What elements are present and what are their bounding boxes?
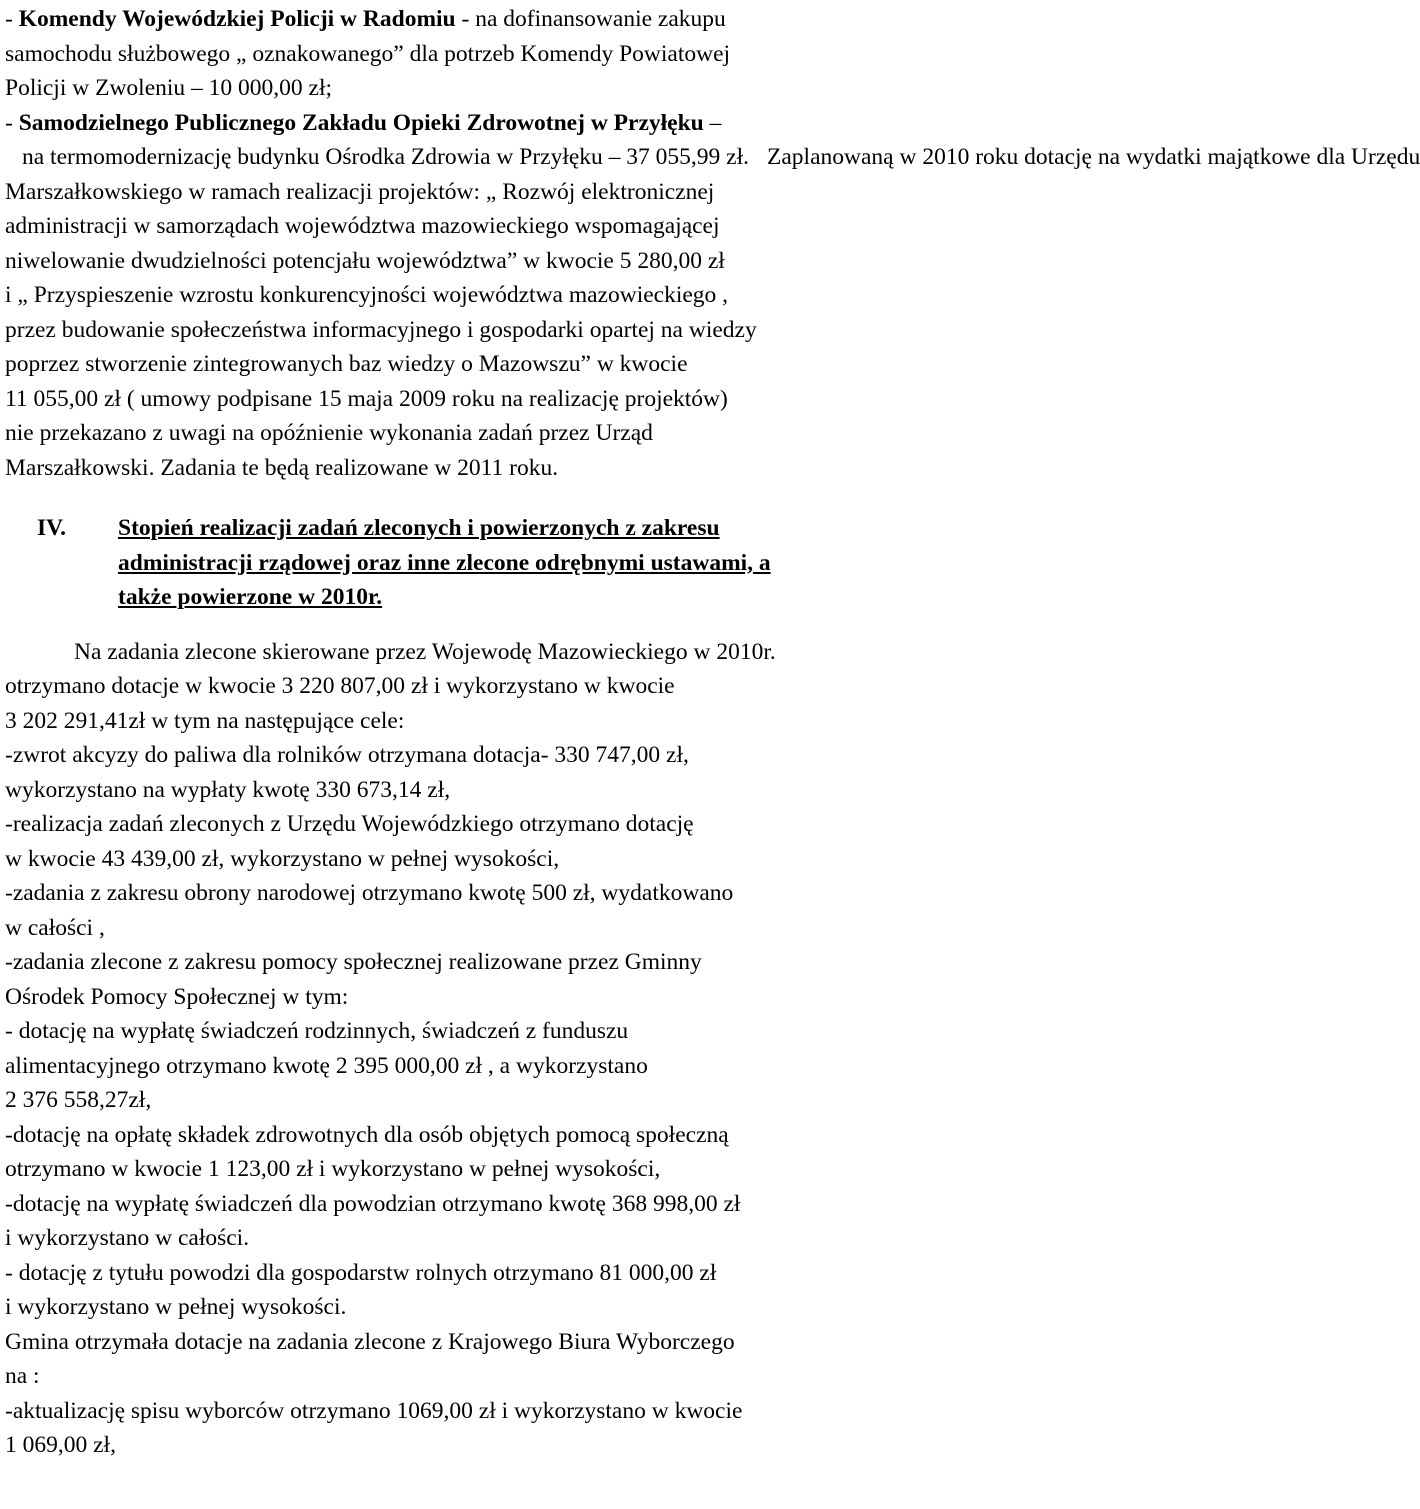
text-line: 3 202 291,41zł w tym na następujące cele: xyxy=(5,707,405,734)
text-line: niwelowanie dwudzielności potencjału województwa” w kwocie 5 280,00 zł xyxy=(5,247,725,274)
text-line: - dotację na wypłatę świadczeń rodzinnych, świadczeń z funduszu xyxy=(5,1018,629,1044)
text-line: -zadania zlecone z zakresu pomocy społecznej realizowane przez Gminny xyxy=(5,949,702,975)
text-line: - Samodzielnego Publicznego Zakładu Opieki Zdrowotnej w Przyłęku – xyxy=(5,109,722,136)
text-line: 1 069,00 zł, xyxy=(5,1432,116,1458)
section-title-line: także powierzone w 2010r. xyxy=(118,584,383,610)
text-line: Policji w Zwoleniu – 10 000,00 zł; xyxy=(5,75,333,101)
text-line: i wykorzystano w pełnej wysokości. xyxy=(5,1294,347,1320)
text-line: alimentacyjnego otrzymano kwotę 2 395 000,00 zł , a wykorzystano xyxy=(5,1052,648,1079)
text-line: wykorzystano na wypłaty kwotę 330 673,14 zł, xyxy=(5,776,451,803)
text-line: -dotację na wypłatę świadczeń dla powodzian otrzymano kwotę 368 998,00 zł xyxy=(5,1190,741,1217)
section-body xyxy=(5,635,955,1463)
text-line: i „ Przyspieszenie wzrostu konkurencyjności województwa mazowieckiego , xyxy=(5,282,729,308)
section-title-line: administracji rządowej oraz inne zlecone odrębnymi ustawami, a xyxy=(118,549,771,576)
section-title-line: Stopień realizacji zadań zleconych i powierzonych z zakresu xyxy=(118,515,720,541)
text-line: Marszałkowskiego w ramach realizacji projektów: „ Rozwój elektronicznej xyxy=(5,178,715,205)
section-heading xyxy=(5,511,955,615)
text-line: -realizacja zadań zleconych z Urzędu Wojewódzkiego otrzymano dotację xyxy=(5,811,694,837)
text-line: -zadania z zakresu obrony narodowej otrzymano kwotę 500 zł, wydatkowano xyxy=(5,880,734,906)
text-line: -aktualizację spisu wyborców otrzymano 1069,00 zł i wykorzystano w kwocie xyxy=(5,1397,743,1424)
text-line: administracji w samorządach województwa mazowieckiego wspomagającej xyxy=(5,213,720,239)
text-line: Marszałkowski. Zadania te będą realizowane w 2011 roku. xyxy=(5,454,559,481)
text-line: na termomodernizację budynku Ośrodka Zdrowia w Przyłęku – 37 055,99 zł. Zaplanowaną w 2010 roku dotację na wydatki majątkowe dla Urzędu xyxy=(22,144,1420,170)
text-line: otrzymano dotacje w kwocie 3 220 807,00 zł i wykorzystano w kwocie xyxy=(5,673,675,699)
text-line: -zwrot akcyzy do paliwa dla rolników otrzymana dotacja- 330 747,00 zł, xyxy=(5,742,689,768)
text-line: Ośrodek Pomocy Społecznej w tym: xyxy=(5,983,349,1010)
text-line: na : xyxy=(5,1363,40,1389)
text-line: Na zadania zlecone skierowane przez Wojewodę Mazowieckiego w 2010r. xyxy=(74,638,776,665)
text-line: Gmina otrzymała dotacje na zadania zlecone z Krajowego Biura Wyborczego xyxy=(5,1328,735,1355)
section-number: IV. xyxy=(37,515,66,541)
bold-institution-name: Samodzielnego Publicznego Zakładu Opieki Zdrowotnej w Przyłęku xyxy=(18,109,704,136)
text-line: 2 376 558,27zł, xyxy=(5,1087,152,1113)
text-line: 11 055,00 zł ( umowy podpisane 15 maja 2009 roku na realizację projektów) xyxy=(5,385,728,412)
text-line: - Komendy Wojewódzkiej Policji w Radomiu - na dofinansowanie zakupu xyxy=(5,6,726,32)
text-line: przez budowanie społeczeństwa informacyjnego i gospodarki opartej na wiedzy xyxy=(5,316,757,343)
text-line: i wykorzystano w całości. xyxy=(5,1225,250,1251)
text-line: - dotację z tytułu powodzi dla gospodarstw rolnych otrzymano 81 000,00 zł xyxy=(5,1259,717,1286)
text-line: w całości , xyxy=(5,914,105,941)
text-line: samochodu służbowego „ oznakowanego” dla potrzeb Komendy Powiatowej xyxy=(5,40,731,67)
text-line: poprzez stworzenie zintegrowanych baz wiedzy o Mazowszu” w kwocie xyxy=(5,351,688,377)
document-page xyxy=(5,2,1420,1463)
text-line: -dotację na opłatę składek zdrowotnych dla osób objętych pomocą społeczną xyxy=(5,1121,729,1148)
text-line: nie przekazano z uwagi na opóźnienie wykonania zadań przez Urząd xyxy=(5,420,653,446)
text-line: w kwocie 43 439,00 zł, wykorzystano w pełnej wysokości, xyxy=(5,845,560,872)
bold-institution-name: Komendy Wojewódzkiej Policji w Radomiu xyxy=(18,6,456,32)
text-line: otrzymano w kwocie 1 123,00 zł i wykorzystano w pełnej wysokości, xyxy=(5,1156,661,1182)
